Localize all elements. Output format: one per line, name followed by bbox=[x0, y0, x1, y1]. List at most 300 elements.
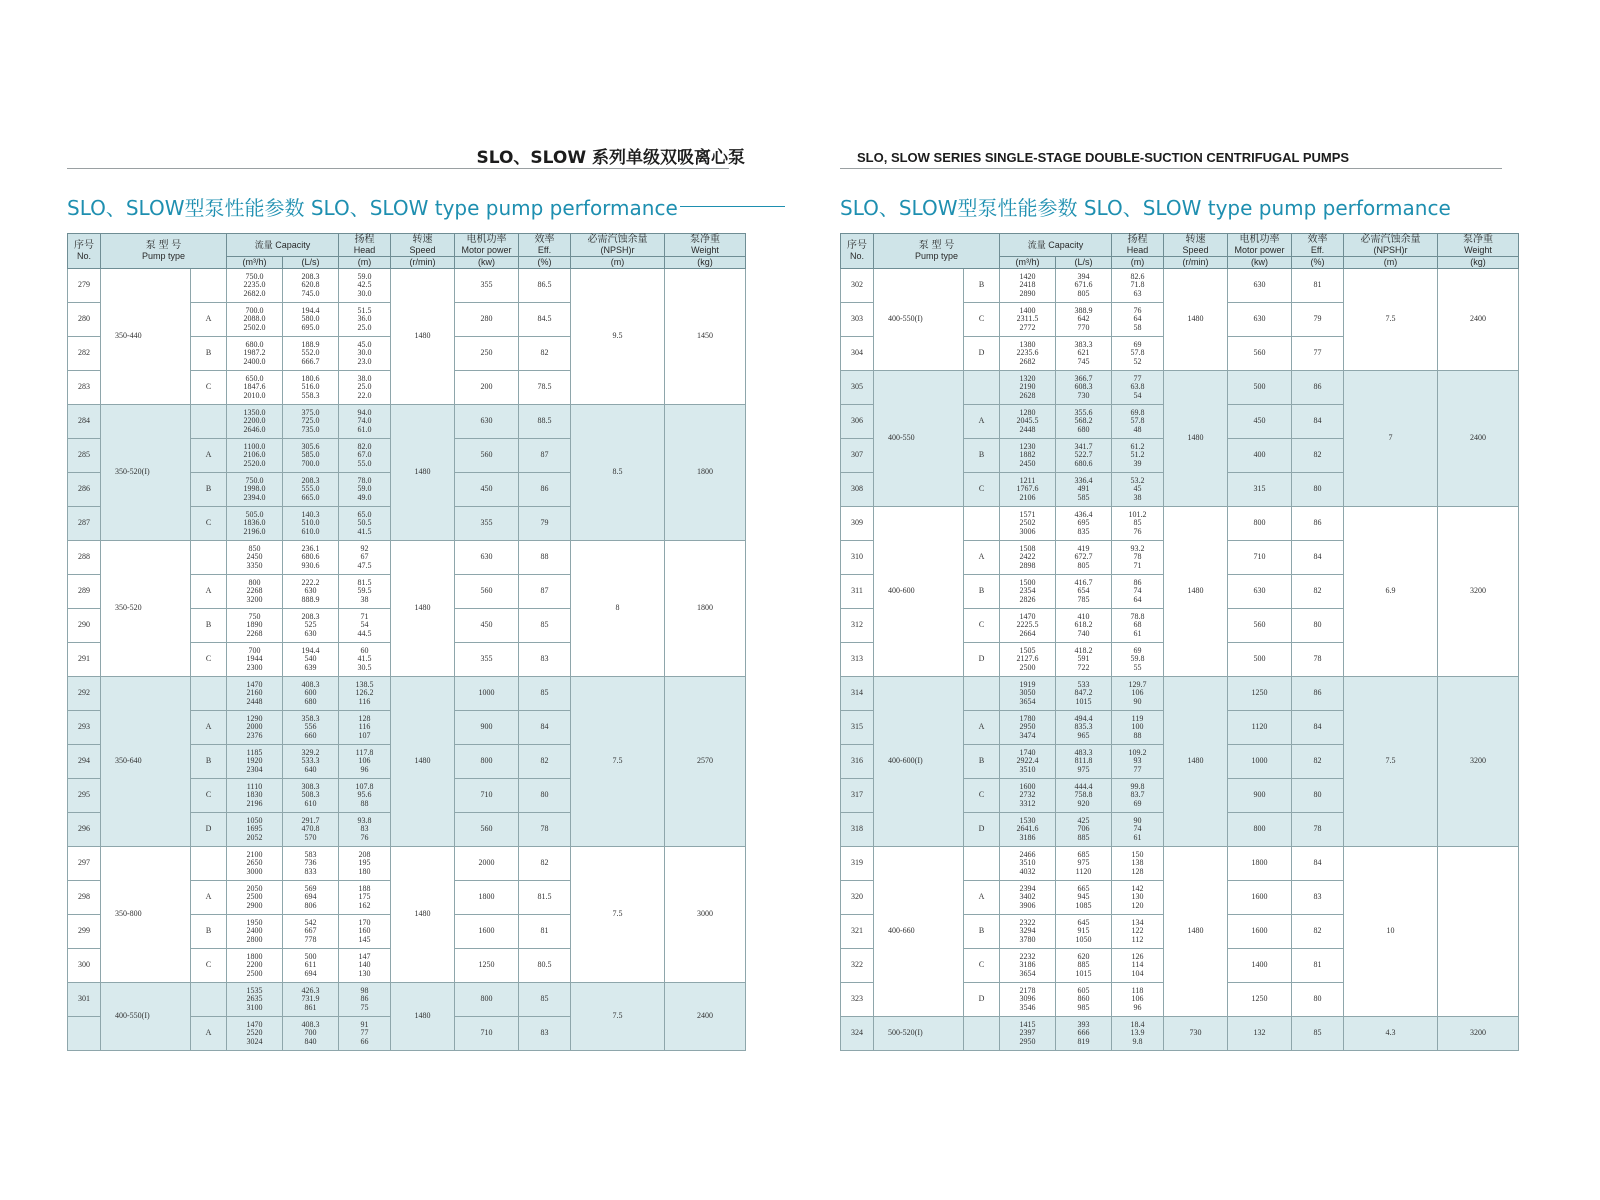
cell-q1: 1280 2045.5 2448 bbox=[1000, 405, 1056, 439]
cell-no: 316 bbox=[841, 745, 874, 779]
table-row bbox=[68, 269, 746, 303]
cell-q2: 665 945 1085 bbox=[1056, 881, 1112, 915]
cell-variant bbox=[191, 405, 227, 439]
header-unit: (r/min) bbox=[1164, 257, 1228, 269]
cell-eff: 86 bbox=[519, 473, 571, 507]
cell-power: 250 bbox=[455, 337, 519, 371]
cell-q1: 1800 2200 2500 bbox=[227, 949, 283, 983]
cell-power: 800 bbox=[1228, 507, 1292, 541]
cell-power: 560 bbox=[455, 575, 519, 609]
cell-q2: 533 847.2 1015 bbox=[1056, 677, 1112, 711]
cell-power: 900 bbox=[455, 711, 519, 745]
cell-h: 93.8 83 76 bbox=[339, 813, 391, 847]
cell-q1: 1950 2400 2800 bbox=[227, 915, 283, 949]
cell-power: 500 bbox=[1228, 643, 1292, 677]
cell-power: 560 bbox=[455, 813, 519, 847]
cell-power: 1800 bbox=[455, 881, 519, 915]
cell-q2: 140.3 510.0 610.0 bbox=[283, 507, 339, 541]
cell-eff: 86 bbox=[1292, 507, 1344, 541]
cell-pump-type: 350-640 bbox=[101, 677, 191, 847]
table-row bbox=[68, 847, 746, 881]
cell-no: 305 bbox=[841, 371, 874, 405]
header-head-line: 扬程 bbox=[354, 234, 375, 245]
cell-power: 280 bbox=[455, 303, 519, 337]
cell-npsh: 7.5 bbox=[571, 847, 665, 983]
cell-eff: 77 bbox=[1292, 337, 1344, 371]
cell-q2: 408.3 700 840 bbox=[283, 1017, 339, 1051]
cell-power: 500 bbox=[1228, 371, 1292, 405]
cell-weight bbox=[1438, 847, 1519, 1017]
cell-no: 309 bbox=[841, 507, 874, 541]
header-eff-line: Eff. bbox=[537, 245, 552, 255]
cell-no: 306 bbox=[841, 405, 874, 439]
cell-no: 314 bbox=[841, 677, 874, 711]
cell-q2: 194.4 580.0 695.0 bbox=[283, 303, 339, 337]
cell-pump-type: 350-440 bbox=[101, 269, 191, 405]
cell-eff: 83 bbox=[519, 1017, 571, 1051]
table-row bbox=[68, 983, 746, 1017]
cell-variant: C bbox=[964, 303, 1000, 337]
cell-speed: 1480 bbox=[1164, 269, 1228, 371]
cell-q2: 645 915 1050 bbox=[1056, 915, 1112, 949]
cell-eff: 82 bbox=[519, 337, 571, 371]
performance-table-left bbox=[67, 233, 746, 1051]
cell-q1: 1100.0 2106.0 2520.0 bbox=[227, 439, 283, 473]
cell-power: 450 bbox=[1228, 405, 1292, 439]
cell-no: 298 bbox=[68, 881, 101, 915]
cell-eff: 79 bbox=[1292, 303, 1344, 337]
header-unit: (kw) bbox=[455, 257, 519, 269]
cell-q2: 358.3 556 660 bbox=[283, 711, 339, 745]
cell-eff: 81.5 bbox=[519, 881, 571, 915]
cell-variant: C bbox=[191, 643, 227, 677]
cell-eff: 83 bbox=[519, 643, 571, 677]
cell-q1: 1211 1767.6 2106 bbox=[1000, 473, 1056, 507]
header-unit: (L/s) bbox=[1056, 257, 1112, 269]
cell-power: 1600 bbox=[1228, 915, 1292, 949]
cell-h: 60 41.5 30.5 bbox=[339, 643, 391, 677]
cell-eff: 82 bbox=[1292, 439, 1344, 473]
cell-variant: C bbox=[191, 507, 227, 541]
cell-no: 308 bbox=[841, 473, 874, 507]
cell-q2: 583 736 833 bbox=[283, 847, 339, 881]
cell-h: 126 114 104 bbox=[1112, 949, 1164, 983]
cell-variant: C bbox=[964, 473, 1000, 507]
cell-q1: 2050 2500 2900 bbox=[227, 881, 283, 915]
cell-eff: 84 bbox=[1292, 541, 1344, 575]
cell-speed: 1480 bbox=[1164, 677, 1228, 847]
cell-variant: B bbox=[964, 575, 1000, 609]
cell-q2: 494.4 835.3 965 bbox=[1056, 711, 1112, 745]
cell-q2: 425 706 885 bbox=[1056, 813, 1112, 847]
cell-q1: 1470 2520 3024 bbox=[227, 1017, 283, 1051]
cell-npsh: 10 bbox=[1344, 847, 1438, 1017]
cell-no: 301 bbox=[68, 983, 101, 1017]
cell-power: 560 bbox=[1228, 609, 1292, 643]
table-row bbox=[841, 1017, 1519, 1051]
cell-h: 18.4 13.9 9.8 bbox=[1112, 1017, 1164, 1051]
cell-npsh: 7.5 bbox=[571, 677, 665, 847]
cell-q1: 1230 1882 2450 bbox=[1000, 439, 1056, 473]
cell-q1: 1470 2225.5 2664 bbox=[1000, 609, 1056, 643]
header-eff-line: 效率 bbox=[534, 234, 555, 245]
cell-q2: 394 671.6 805 bbox=[1056, 269, 1112, 303]
header-unit: (kg) bbox=[665, 257, 746, 269]
cell-eff: 78 bbox=[1292, 643, 1344, 677]
cell-variant: A bbox=[191, 575, 227, 609]
cell-h: 59.0 42.5 30.0 bbox=[339, 269, 391, 303]
cell-no bbox=[68, 1017, 101, 1051]
cell-h: 77 63.8 54 bbox=[1112, 371, 1164, 405]
header-npsh-line: 必需汽蚀余量 bbox=[587, 234, 648, 245]
header-npsh-line: (NPSH)r bbox=[1373, 245, 1408, 255]
cell-eff: 84 bbox=[1292, 847, 1344, 881]
cell-variant: B bbox=[964, 915, 1000, 949]
cell-q1: 1290 2000 2376 bbox=[227, 711, 283, 745]
cell-q1: 1500 2354 2826 bbox=[1000, 575, 1056, 609]
cell-no: 288 bbox=[68, 541, 101, 575]
cell-q1: 2394 3402 3906 bbox=[1000, 881, 1056, 915]
cell-h: 94.0 74.0 61.0 bbox=[339, 405, 391, 439]
cell-eff: 82 bbox=[1292, 745, 1344, 779]
header-head-line: 扬程 bbox=[1127, 234, 1148, 245]
cell-pump-type: 350-520 bbox=[101, 541, 191, 677]
cell-q1: 700.0 2088.0 2502.0 bbox=[227, 303, 283, 337]
cell-h: 119 100 88 bbox=[1112, 711, 1164, 745]
cell-variant: A bbox=[191, 1017, 227, 1051]
cell-power: 400 bbox=[1228, 439, 1292, 473]
cell-q1: 1508 2422 2898 bbox=[1000, 541, 1056, 575]
cell-h: 78.0 59.0 49.0 bbox=[339, 473, 391, 507]
cell-speed: 1480 bbox=[391, 677, 455, 847]
cell-eff: 78 bbox=[1292, 813, 1344, 847]
cell-power: 450 bbox=[455, 609, 519, 643]
cell-h: 38.0 25.0 22.0 bbox=[339, 371, 391, 405]
cell-h: 138.5 126.2 116 bbox=[339, 677, 391, 711]
header-speed bbox=[1164, 234, 1228, 257]
cell-h: 65.0 50.5 41.5 bbox=[339, 507, 391, 541]
cell-h: 90 74 61 bbox=[1112, 813, 1164, 847]
cell-no: 287 bbox=[68, 507, 101, 541]
cell-npsh: 7.5 bbox=[1344, 677, 1438, 847]
cell-no: 303 bbox=[841, 303, 874, 337]
cell-npsh: 9.5 bbox=[571, 269, 665, 405]
header-power-line: Motor power bbox=[1234, 245, 1285, 255]
cell-eff: 81 bbox=[1292, 949, 1344, 983]
cell-h: 107.8 95.6 88 bbox=[339, 779, 391, 813]
cell-power: 315 bbox=[1228, 473, 1292, 507]
cell-no: 279 bbox=[68, 269, 101, 303]
cell-weight: 1800 bbox=[665, 405, 746, 541]
cell-q2: 208.3 620.8 745.0 bbox=[283, 269, 339, 303]
cell-h: 118 106 96 bbox=[1112, 983, 1164, 1017]
cell-power: 800 bbox=[1228, 813, 1292, 847]
cell-variant: B bbox=[191, 337, 227, 371]
header-power bbox=[1228, 234, 1292, 257]
header-no-line: 序号 bbox=[847, 240, 867, 251]
cell-no: 311 bbox=[841, 575, 874, 609]
cell-power: 1400 bbox=[1228, 949, 1292, 983]
cell-eff: 84 bbox=[519, 711, 571, 745]
cell-no: 312 bbox=[841, 609, 874, 643]
title-rule bbox=[680, 206, 785, 207]
cell-no: 310 bbox=[841, 541, 874, 575]
cell-variant: A bbox=[964, 541, 1000, 575]
cell-q1: 700 1944 2300 bbox=[227, 643, 283, 677]
cell-q2: 291.7 470.8 570 bbox=[283, 813, 339, 847]
cell-q2: 194.4 540 639 bbox=[283, 643, 339, 677]
cell-pump-type: 400-550 bbox=[874, 371, 964, 507]
table-header-row bbox=[68, 234, 746, 257]
cell-eff: 87 bbox=[519, 439, 571, 473]
right-page bbox=[800, 0, 1600, 1200]
cell-q2: 222.2 630 888.9 bbox=[283, 575, 339, 609]
header-rule bbox=[840, 168, 1502, 169]
header-npsh-line: 必需汽蚀余量 bbox=[1360, 234, 1421, 245]
cell-q2: 620 885 1015 bbox=[1056, 949, 1112, 983]
cell-h: 128 116 107 bbox=[339, 711, 391, 745]
cell-h: 101.2 85 76 bbox=[1112, 507, 1164, 541]
table-row bbox=[841, 507, 1519, 541]
cell-q2: 569 694 806 bbox=[283, 881, 339, 915]
cell-eff: 85 bbox=[519, 677, 571, 711]
header-npsh bbox=[571, 234, 665, 257]
cell-eff: 85 bbox=[519, 983, 571, 1017]
header-speed-line: Speed bbox=[409, 245, 436, 255]
cell-no: 317 bbox=[841, 779, 874, 813]
cell-eff: 81 bbox=[519, 915, 571, 949]
cell-variant: D bbox=[191, 813, 227, 847]
header-head bbox=[1112, 234, 1164, 257]
header-speed-line: 转速 bbox=[1185, 234, 1206, 245]
cell-npsh: 7.5 bbox=[571, 983, 665, 1051]
cell-pump-type: 400-550(I) bbox=[874, 269, 964, 371]
cell-eff: 82 bbox=[519, 847, 571, 881]
cell-h: 69.8 57.8 48 bbox=[1112, 405, 1164, 439]
cell-q2: 542 667 778 bbox=[283, 915, 339, 949]
cell-no: 324 bbox=[841, 1017, 874, 1051]
cell-weight: 3200 bbox=[1438, 507, 1519, 677]
cell-variant bbox=[964, 1017, 1000, 1051]
cell-h: 147 140 130 bbox=[339, 949, 391, 983]
cell-q2: 383.3 621 745 bbox=[1056, 337, 1112, 371]
header-pump-type-line: 泵 型 号 bbox=[918, 240, 955, 251]
cell-h: 91 77 66 bbox=[339, 1017, 391, 1051]
table-row bbox=[841, 677, 1519, 711]
cell-q1: 800 2268 3200 bbox=[227, 575, 283, 609]
cell-q2: 418.2 591 722 bbox=[1056, 643, 1112, 677]
cell-eff: 85 bbox=[519, 609, 571, 643]
cell-power: 1000 bbox=[1228, 745, 1292, 779]
cell-power: 630 bbox=[455, 405, 519, 439]
cell-power: 355 bbox=[455, 269, 519, 303]
cell-h: 86 74 64 bbox=[1112, 575, 1164, 609]
header-unit: (L/s) bbox=[283, 257, 339, 269]
header-unit: (m) bbox=[571, 257, 665, 269]
cell-npsh: 8.5 bbox=[571, 405, 665, 541]
cell-variant: B bbox=[964, 269, 1000, 303]
cell-q2: 329.2 533.3 640 bbox=[283, 745, 339, 779]
header-speed-line: 转速 bbox=[412, 234, 433, 245]
header-pump-type bbox=[101, 234, 227, 269]
cell-h: 208 195 180 bbox=[339, 847, 391, 881]
cell-variant: D bbox=[964, 337, 1000, 371]
cell-q2: 236.1 680.6 930.6 bbox=[283, 541, 339, 575]
cell-variant: A bbox=[964, 711, 1000, 745]
cell-no: 304 bbox=[841, 337, 874, 371]
cell-q2: 483.3 811.8 975 bbox=[1056, 745, 1112, 779]
cell-no: 293 bbox=[68, 711, 101, 745]
cell-q1: 1400 2311.5 2772 bbox=[1000, 303, 1056, 337]
cell-q1: 1740 2922.4 3510 bbox=[1000, 745, 1056, 779]
cell-q1: 1470 2160 2448 bbox=[227, 677, 283, 711]
cell-power: 800 bbox=[455, 983, 519, 1017]
cell-power: 1250 bbox=[1228, 677, 1292, 711]
cell-q1: 2232 3186 3654 bbox=[1000, 949, 1056, 983]
cell-eff: 80 bbox=[1292, 473, 1344, 507]
cell-speed: 1480 bbox=[1164, 371, 1228, 507]
cell-q2: 410 618.2 740 bbox=[1056, 609, 1112, 643]
cell-h: 69 57.8 52 bbox=[1112, 337, 1164, 371]
header-weight-line: 泵净重 bbox=[1463, 234, 1493, 245]
cell-variant bbox=[191, 677, 227, 711]
cell-q2: 355.6 568.2 680 bbox=[1056, 405, 1112, 439]
cell-eff: 83 bbox=[1292, 881, 1344, 915]
cell-speed: 1480 bbox=[391, 983, 455, 1051]
cell-npsh: 7.5 bbox=[1344, 269, 1438, 371]
header-weight bbox=[1438, 234, 1519, 257]
cell-no: 282 bbox=[68, 337, 101, 371]
cell-h: 69 59.8 55 bbox=[1112, 643, 1164, 677]
cell-q1: 505.0 1836.0 2196.0 bbox=[227, 507, 283, 541]
cell-no: 290 bbox=[68, 609, 101, 643]
cell-speed: 1480 bbox=[391, 847, 455, 983]
cell-variant: C bbox=[964, 609, 1000, 643]
cell-variant bbox=[964, 677, 1000, 711]
cell-q1: 1600 2732 3312 bbox=[1000, 779, 1056, 813]
cell-q1: 1415 2397 2950 bbox=[1000, 1017, 1056, 1051]
header-head bbox=[339, 234, 391, 257]
cell-q2: 444.4 758.8 920 bbox=[1056, 779, 1112, 813]
cell-q1: 1535 2635 3100 bbox=[227, 983, 283, 1017]
cell-power: 1800 bbox=[1228, 847, 1292, 881]
cell-weight: 2400 bbox=[1438, 371, 1519, 507]
cell-no: 296 bbox=[68, 813, 101, 847]
cell-eff: 80 bbox=[519, 779, 571, 813]
cell-variant: A bbox=[964, 881, 1000, 915]
cell-h: 188 175 162 bbox=[339, 881, 391, 915]
cell-power: 630 bbox=[1228, 269, 1292, 303]
cell-power: 800 bbox=[455, 745, 519, 779]
cell-q1: 1420 2418 2890 bbox=[1000, 269, 1056, 303]
cell-no: 285 bbox=[68, 439, 101, 473]
cell-h: 98 86 75 bbox=[339, 983, 391, 1017]
header-unit: (m³/h) bbox=[1000, 257, 1056, 269]
header-no-line: No. bbox=[76, 251, 91, 261]
section-title: SLO、SLOW型泵性能参数 SLO、SLOW type pump performance bbox=[67, 196, 678, 220]
cell-eff: 82 bbox=[1292, 915, 1344, 949]
cell-q1: 680.0 1987.2 2400.0 bbox=[227, 337, 283, 371]
cell-npsh: 6.9 bbox=[1344, 507, 1438, 677]
cell-h: 99.8 83.7 69 bbox=[1112, 779, 1164, 813]
header-pump-type-line: Pump type bbox=[914, 251, 959, 261]
cell-q2: 388.9 642 770 bbox=[1056, 303, 1112, 337]
cell-q2: 188.9 552.0 666.7 bbox=[283, 337, 339, 371]
cell-variant: A bbox=[191, 881, 227, 915]
cell-no: 323 bbox=[841, 983, 874, 1017]
cell-variant: A bbox=[964, 405, 1000, 439]
cell-q2: 180.6 516.0 558.3 bbox=[283, 371, 339, 405]
cell-speed: 730 bbox=[1164, 1017, 1228, 1051]
cell-variant bbox=[964, 507, 1000, 541]
header-speed-line: Speed bbox=[1182, 245, 1209, 255]
cell-eff: 84 bbox=[1292, 405, 1344, 439]
cell-weight: 3000 bbox=[665, 847, 746, 983]
cell-weight: 2400 bbox=[665, 983, 746, 1051]
cell-q1: 1505 2127.6 2500 bbox=[1000, 643, 1056, 677]
cell-variant: B bbox=[964, 745, 1000, 779]
cell-h: 170 160 145 bbox=[339, 915, 391, 949]
header-head-line: Head bbox=[1126, 245, 1149, 255]
cell-q1: 1530 2641.6 3186 bbox=[1000, 813, 1056, 847]
cell-variant: D bbox=[964, 813, 1000, 847]
cell-eff: 88 bbox=[519, 541, 571, 575]
cell-no: 299 bbox=[68, 915, 101, 949]
cell-power: 630 bbox=[1228, 303, 1292, 337]
header-no bbox=[68, 234, 101, 269]
cell-q1: 1919 3050 3654 bbox=[1000, 677, 1056, 711]
header-unit: (%) bbox=[519, 257, 571, 269]
header-weight-line: Weight bbox=[1464, 245, 1492, 255]
cell-power: 900 bbox=[1228, 779, 1292, 813]
cell-h: 129.7 106 90 bbox=[1112, 677, 1164, 711]
cell-pump-type: 400-550(I) bbox=[101, 983, 191, 1051]
cell-q2: 685 975 1120 bbox=[1056, 847, 1112, 881]
cell-h: 134 122 112 bbox=[1112, 915, 1164, 949]
header-speed bbox=[391, 234, 455, 257]
cell-speed: 1480 bbox=[1164, 507, 1228, 677]
cell-h: 76 64 58 bbox=[1112, 303, 1164, 337]
cell-q2: 375.0 725.0 735.0 bbox=[283, 405, 339, 439]
cell-variant: B bbox=[964, 439, 1000, 473]
header-pump-type-line: Pump type bbox=[141, 251, 186, 261]
cell-variant bbox=[964, 847, 1000, 881]
table-row bbox=[68, 677, 746, 711]
table-row bbox=[841, 847, 1519, 881]
header-eff-line: Eff. bbox=[1310, 245, 1325, 255]
header-pump-type-line: 泵 型 号 bbox=[145, 240, 182, 251]
cell-no: 307 bbox=[841, 439, 874, 473]
cell-no: 292 bbox=[68, 677, 101, 711]
cell-eff: 80.5 bbox=[519, 949, 571, 983]
cell-q1: 1380 2235.6 2682 bbox=[1000, 337, 1056, 371]
cell-q2: 208.3 555.0 665.0 bbox=[283, 473, 339, 507]
cell-variant: A bbox=[191, 711, 227, 745]
cell-no: 322 bbox=[841, 949, 874, 983]
table-row bbox=[841, 269, 1519, 303]
cell-no: 280 bbox=[68, 303, 101, 337]
cell-eff: 80 bbox=[1292, 779, 1344, 813]
cell-power: 132 bbox=[1228, 1017, 1292, 1051]
header-weight bbox=[665, 234, 746, 257]
table-header-row bbox=[841, 234, 1519, 257]
cell-variant: B bbox=[191, 915, 227, 949]
cell-power: 1600 bbox=[455, 915, 519, 949]
cell-no: 283 bbox=[68, 371, 101, 405]
cell-variant: A bbox=[191, 439, 227, 473]
cell-pump-type: 500-520(I) bbox=[874, 1017, 964, 1051]
cell-q2: 436.4 695 835 bbox=[1056, 507, 1112, 541]
